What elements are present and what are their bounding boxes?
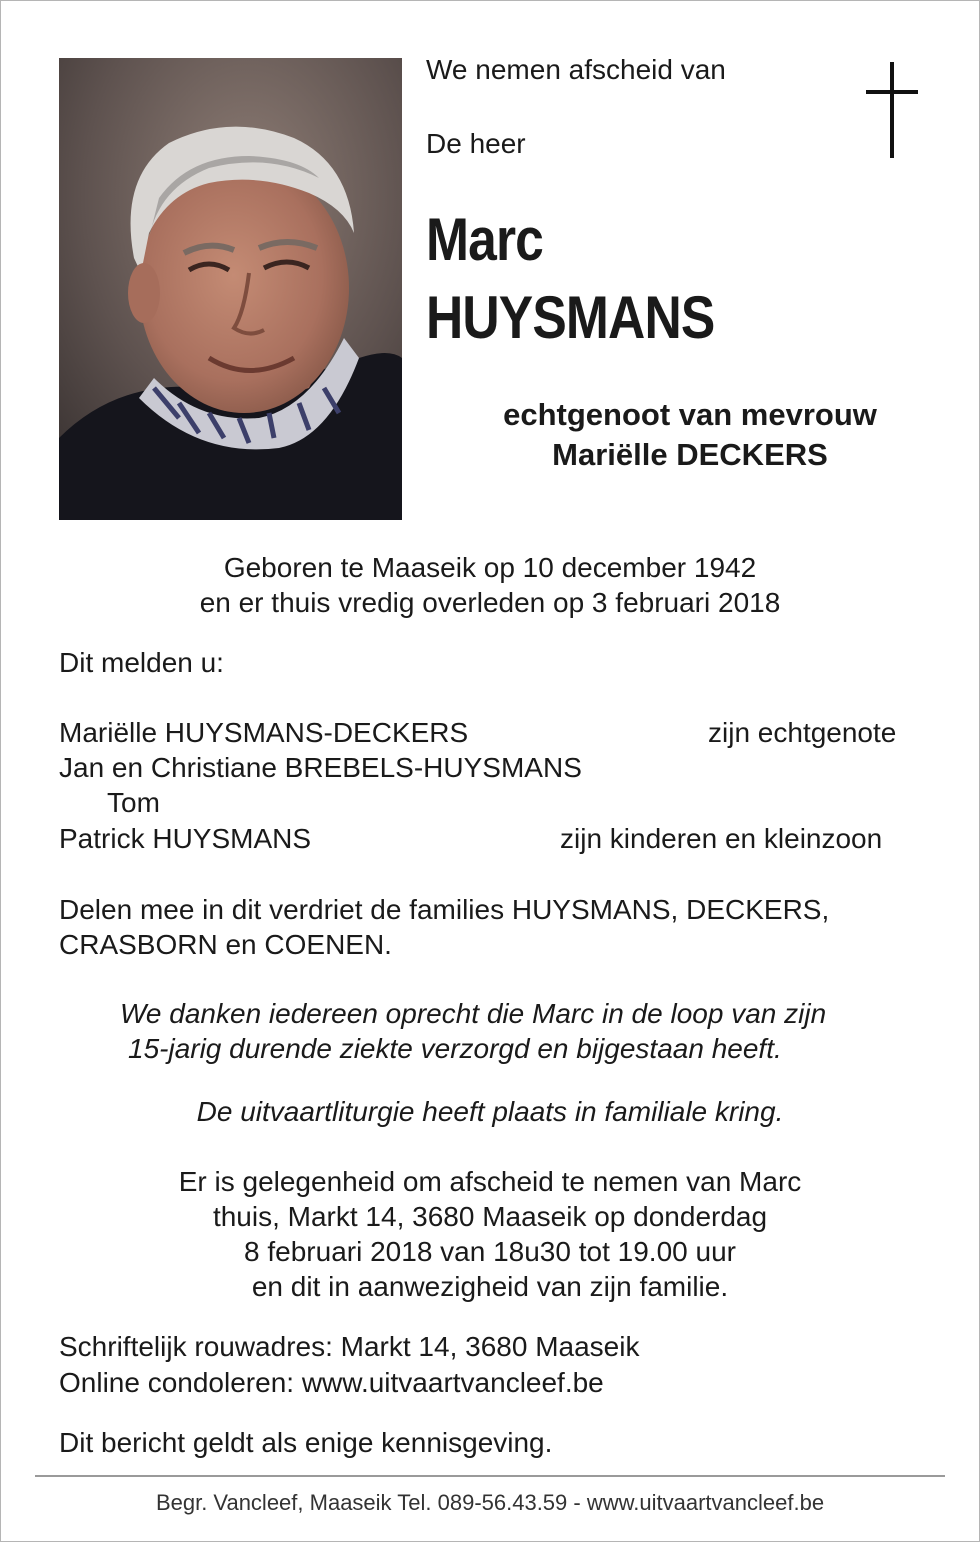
families-line-2: CRASBORN en COENEN. [59, 929, 392, 960]
intro-text: We nemen afscheid van [426, 54, 726, 85]
visit-line: 8 februari 2018 van 18u30 tot 19.00 uur [244, 1236, 736, 1267]
liturgy-text: De uitvaartliturgie heeft plaats in familiale kring. [196, 1096, 784, 1127]
birth-text: Geboren te Maaseik op 10 december 1942 [223, 552, 757, 583]
thanks-line-1: We danken iedereen oprecht die Marc in de loop van zijn [120, 998, 827, 1029]
portrait-photo [59, 58, 402, 520]
last-name: HUYSMANS [426, 284, 715, 351]
footer-divider [35, 1475, 945, 1477]
announce-text: Dit melden u: [59, 647, 224, 678]
family-name: Jan en Christiane BREBELS-HUYSMANS [59, 752, 582, 783]
title-text: De heer [426, 128, 526, 159]
spouse-line-1: echtgenoot van mevrouw [503, 397, 877, 432]
footer-text: Begr. Vancleef, Maaseik Tel. 089-56.43.59 - www.uitvaartvancleef.be [155, 1490, 825, 1515]
spouse-line-2: Mariëlle DECKERS [552, 437, 828, 472]
visit-line: thuis, Markt 14, 3680 Maaseik op donderdag [212, 1201, 768, 1232]
visit-line: Er is gelegenheid om afscheid te nemen van Marc [178, 1166, 802, 1197]
family-relation: zijn kinderen en kleinzoon [560, 823, 883, 854]
family-name: Patrick HUYSMANS [59, 823, 312, 854]
family-name: Mariëlle HUYSMANS-DECKERS [59, 717, 469, 748]
thanks-line-2: 15-jarig durende ziekte verzorgd en bijgestaan heeft. [128, 1033, 782, 1064]
notice-text: Dit bericht geldt als enige kennisgeving. [59, 1427, 553, 1458]
death-text: en er thuis vredig overleden op 3 februari 2018 [199, 587, 781, 618]
family-name: Tom [107, 787, 160, 818]
first-name: Marc [426, 206, 544, 273]
cross-icon [862, 62, 922, 158]
online-condolence-link[interactable]: Online condoleren: www.uitvaartvancleef.be [59, 1367, 604, 1398]
family-relation: zijn echtgenote [708, 717, 897, 748]
visit-line: en dit in aanwezigheid van zijn familie. [251, 1271, 729, 1302]
address-text: Schriftelijk rouwadres: Markt 14, 3680 Maaseik [59, 1331, 640, 1362]
families-line-1: Delen mee in dit verdriet de families HUYSMANS, DECKERS, [59, 894, 830, 925]
